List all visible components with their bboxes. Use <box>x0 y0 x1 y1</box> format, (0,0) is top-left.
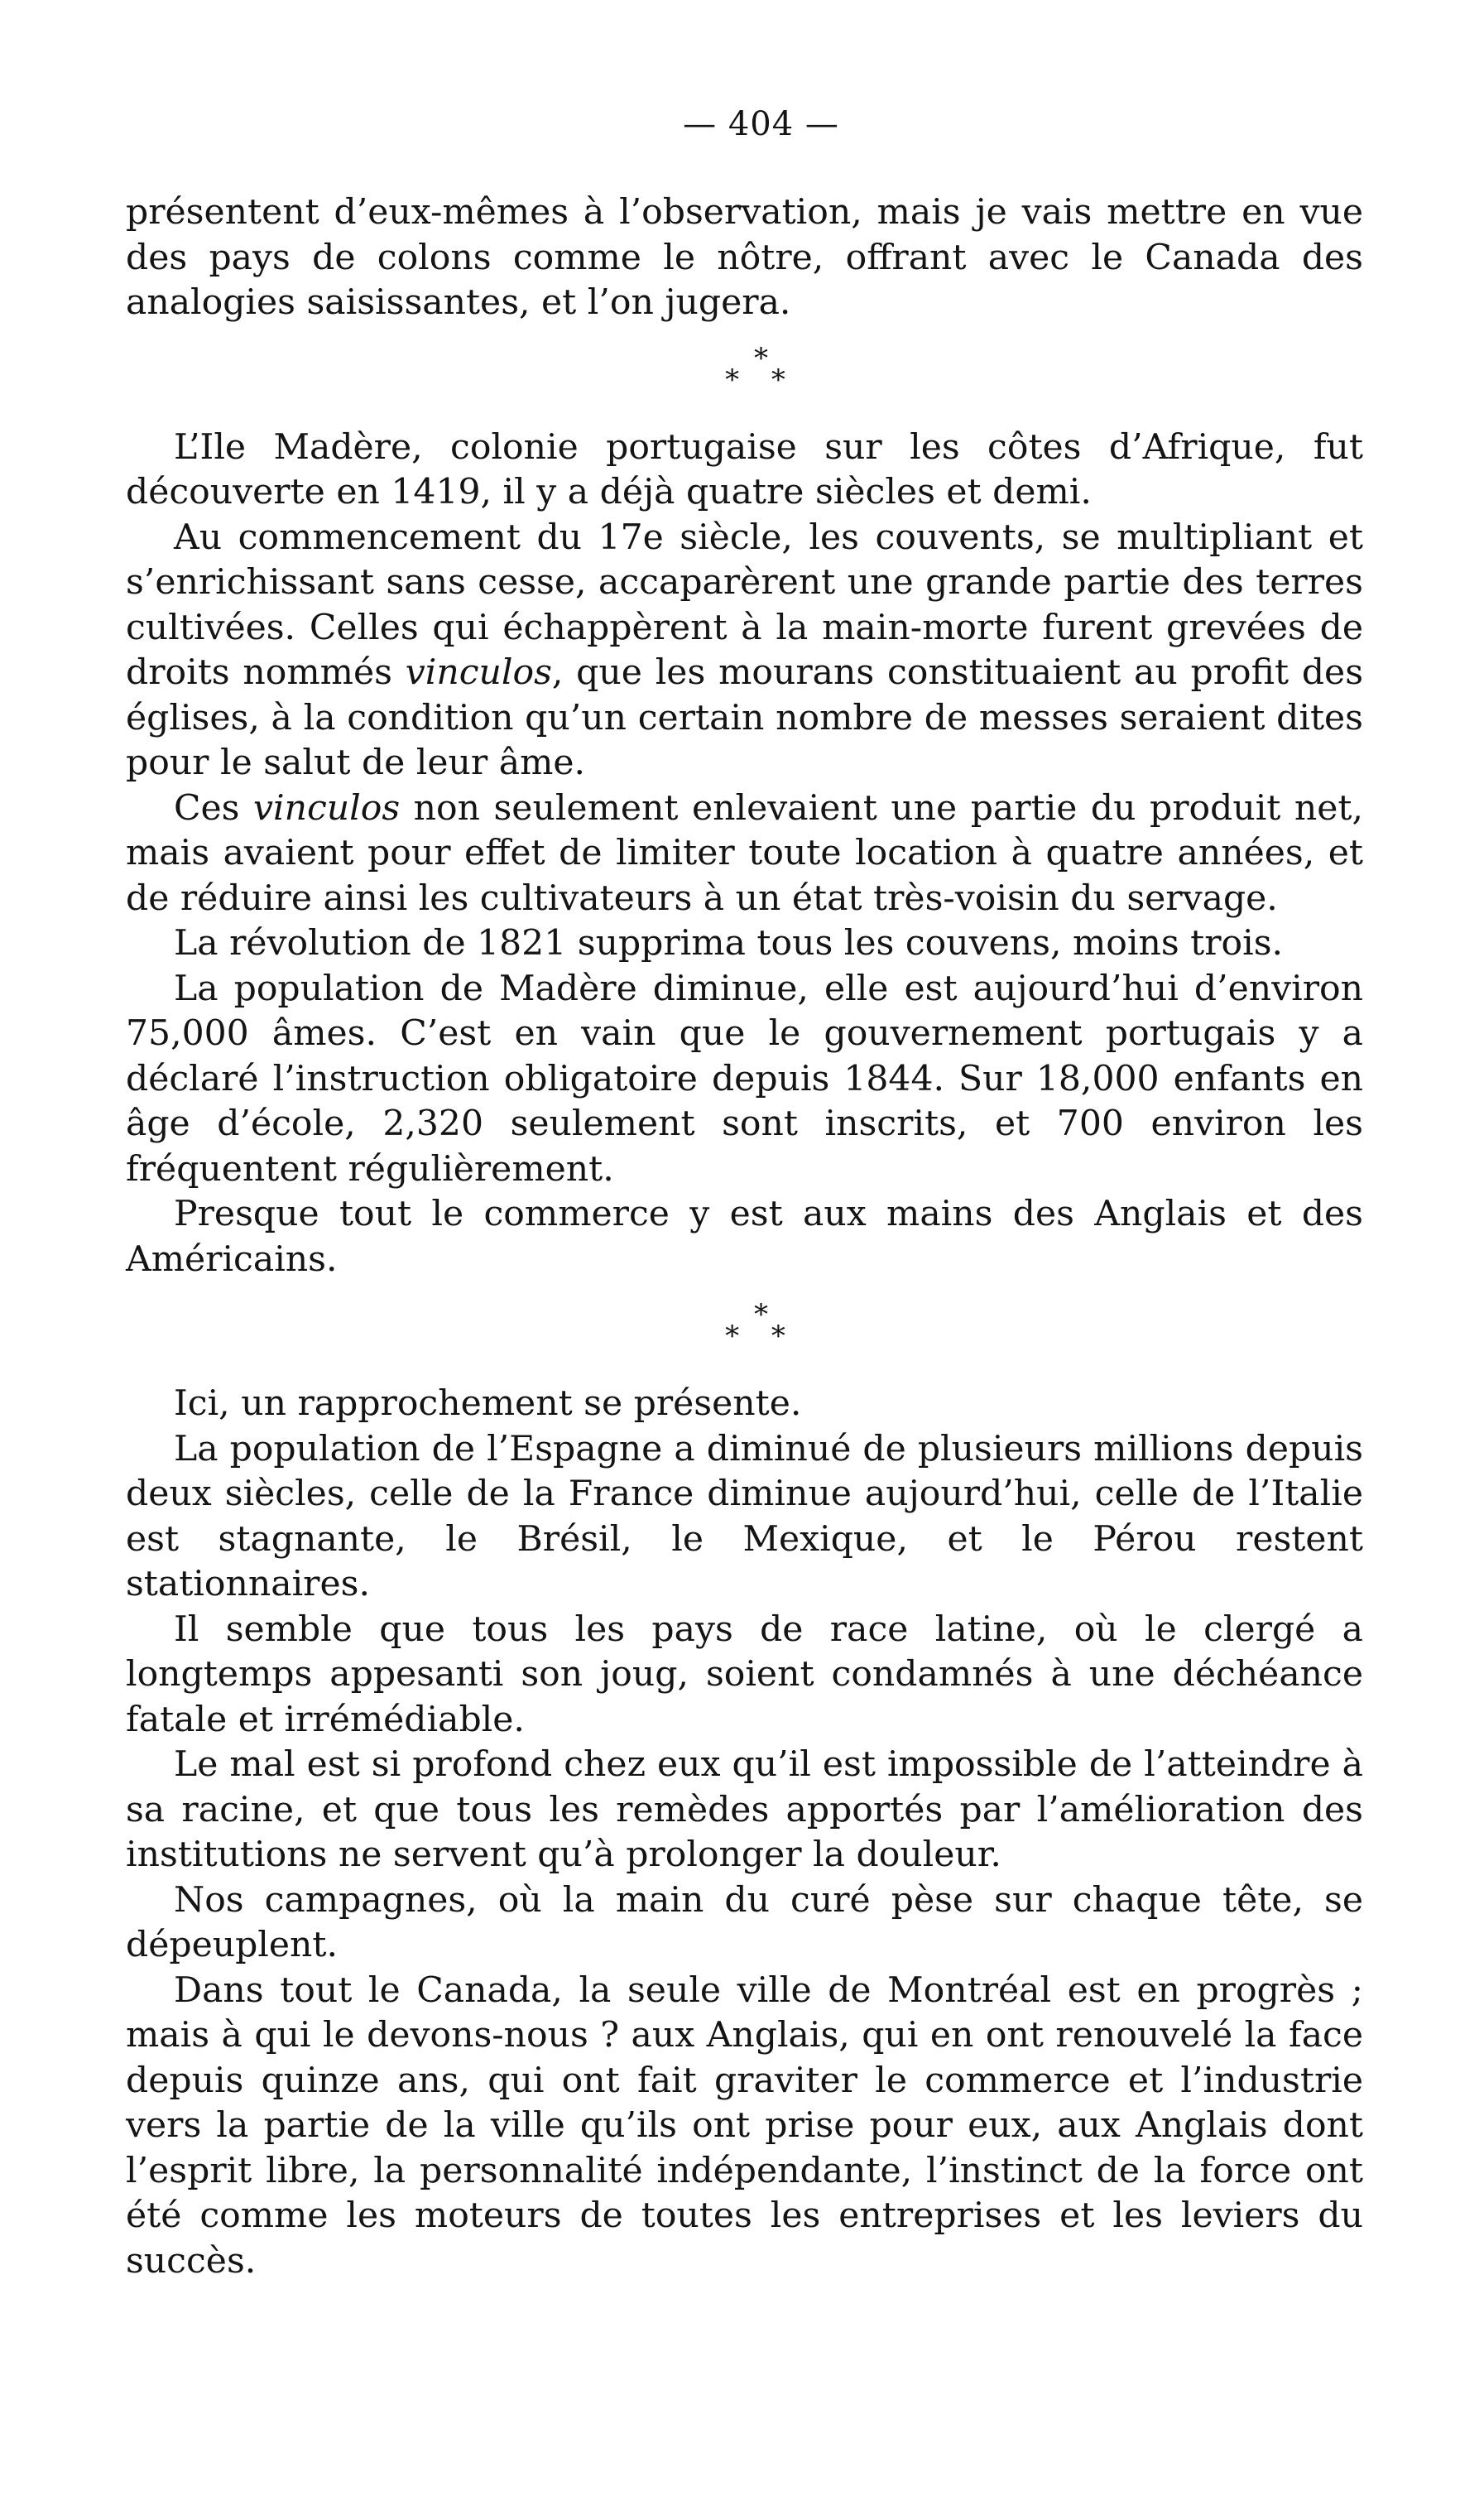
asterism-divider <box>126 326 1363 426</box>
asterism-star: * <box>754 341 768 375</box>
paragraph-madeira-discovery: L’Ile Madère, colonie portugaise sur les côtes d’Afrique, fut découverte en 1419, il y a déjà quatre siècles et demi. <box>126 426 1363 512</box>
paragraph-convents: Au commencement du 17e siècle, les couvents, se multipliant et s’enrichissant sans cesse, accaparèrent une grande partie des terres cultivées. Celles qui échappèrent à la main-morte furent grevées de droits nommés vinculos, que les mourans constituaient au profit des églises, à la condition qu’un certain nombre de messes seraient dites pour le salut de leur âme. <box>126 517 1363 783</box>
paragraph-revolution: La révolution de 1821 supprima tous les couvens, moins trois. <box>174 923 1284 964</box>
paragraph-population: La population de Madère diminue, elle est aujourd’hui d’environ 75,000 âmes. C’est en vain que le gouvernement portugais y a déclaré l’instruction obligatoire depuis 1844. Sur 18,000 enfants en âge d’école, 2,320 seulement sont inscrits, et 700 environ les fréquentent régulièrement. <box>126 968 1363 1190</box>
term-vinculos: vinculos <box>253 787 401 829</box>
asterism-divider <box>126 1282 1363 1382</box>
asterism-stars: * * <box>725 1320 797 1353</box>
paragraph-continuation: présentent d’eux-mêmes à l’observation, mais je vais mettre en vue des pays de colons comme le nôtre, offrant avec le Canada des analogies saisissantes, et l’on jugera. <box>126 192 1363 323</box>
paragraph-rapprochement: Ici, un rapprochement se présente. <box>174 1383 802 1424</box>
term-vinculos: vinculos <box>405 652 552 693</box>
paragraph-latin-populations: La population de l’Espagne a diminué de plusieurs millions depuis deux siècles, celle de la France diminue aujourd’hui, celle de l’Italie est stagnante, le Brésil, le Mexique, et le Pérou restent stationnaires. <box>126 1428 1363 1604</box>
paragraph-campaigns: Nos campagnes, où la main du curé pèse sur chaque tête, se dépeuplent. <box>126 1879 1363 1965</box>
asterism-star: * <box>754 1298 768 1331</box>
paragraph-latin-race: Il semble que tous les pays de race latine, où le clergé a longtemps appesanti son joug, soient condamnés à une déchéance fatale et irrémédiable. <box>126 1609 1363 1740</box>
paragraph-deep-evil: Le mal est si profond chez eux qu’il est impossible de l’atteindre à sa racine, et que tous les remèdes apportés par l’amélioration des institutions ne servent qu’à prolonger la douleur. <box>126 1744 1363 1875</box>
paragraph-montreal: Dans tout le Canada, la seule ville de Montréal est en progrès ; mais à qui le devons-nous ? aux Anglais, qui en ont renouvelé la face depuis quinze ans, qui ont fait graviter le commerce et l’industrie vers la partie de la ville qu’ils ont prise pour eux, aux Anglais dont l’esprit libre, la personnalité indépendante, l’instinct de la force ont été comme les moteurs de toutes les entreprises et les leviers du succès. <box>126 1969 1363 2282</box>
book-page <box>126 99 1363 2284</box>
asterism-stars: * * <box>725 363 797 397</box>
paragraph-vinculos: Ces vinculos non seulement enlevaient une partie du produit net, mais avaient pour effet de limiter toute location à quatre années, et de réduire ainsi les cultivateurs à un état très-voisin du servage. <box>126 787 1363 919</box>
paragraph-commerce: Presque tout le commerce y est aux mains des Anglais et des Américains. <box>126 1194 1363 1280</box>
page-number: — 404 — <box>683 105 839 143</box>
